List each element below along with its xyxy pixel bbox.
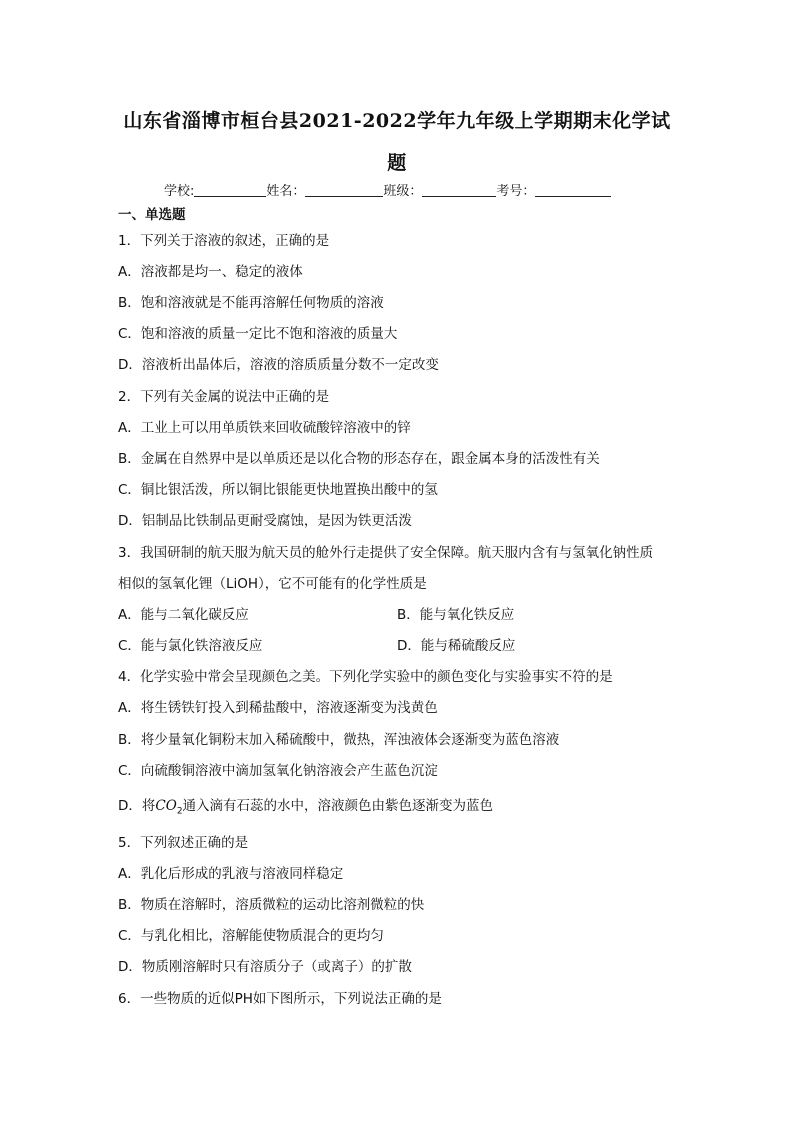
question-2-stem: 2．下列有关金属的说法中正确的是 [118, 389, 330, 405]
question-1-option-b: B．饱和溶液就是不能再溶解任何物质的溶液 [118, 295, 384, 311]
co2-formula: CO [155, 798, 177, 814]
question-5-option-b: B．物质在溶解时，溶质微粒的运动比溶剂微粒的快 [118, 897, 425, 913]
question-4-option-c: C．向硫酸铜溶液中滴加氢氧化钠溶液会产生蓝色沉淀 [118, 763, 438, 779]
name-label: 姓名： [266, 184, 306, 199]
section-heading: 一、单选题 [118, 207, 186, 223]
question-2-option-a: A．工业上可以用单质铁来回收硫酸锌溶液中的锌 [118, 420, 411, 436]
question-3-stem-line-2: 相似的氢氧化锂（LiOH），它不可能有的化学性质是 [118, 576, 427, 592]
question-4-option-b: B．将少量氧化铜粉末加入稀硫酸中，微热，浑浊液体会逐渐变为蓝色溶液 [118, 732, 560, 748]
question-5-option-a: A．乳化后形成的乳液与溶液同样稳定 [118, 866, 344, 882]
question-2-option-c: C．铜比银活泼，所以铜比银能更快地置换出酸中的氢 [118, 482, 438, 498]
class-label: 班级： [383, 184, 423, 199]
exam-number-label: 考号： [496, 184, 536, 199]
question-3-option-d: D．能与稀硫酸反应 [397, 638, 516, 654]
question-1-option-c: C．饱和溶液的质量一定比不饱和溶液的质量大 [118, 326, 398, 342]
question-5-stem: 5．下列叙述正确的是 [118, 835, 249, 851]
school-label: 学校: [164, 184, 195, 199]
question-2-option-b: B．金属在自然界中是以单质还是以化合物的形态存在，跟金属本身的活泼性有关 [118, 451, 600, 467]
document-title-line-1: 山东省淄博市桓台县2021-2022学年九年级上学期期末化学试 [123, 110, 671, 132]
question-2-option-d: D．铝制品比铁制品更耐受腐蚀，是因为铁更活泼 [118, 513, 412, 529]
question-4-option-d-prefix: D．将 [118, 798, 156, 814]
question-4-option-a: A．将生锈铁钉投入到稀盐酸中，溶液逐渐变为浅黄色 [118, 700, 438, 716]
question-5-option-d: D．物质刚溶解时只有溶质分子（或离子）的扩散 [118, 959, 412, 975]
question-3-option-c: C．能与氯化铁溶液反应 [118, 638, 263, 654]
question-4-stem: 4．化学实验中常会呈现颜色之美。下列化学实验中的颜色变化与实验事实不符的是 [118, 669, 613, 685]
class-blank [422, 182, 496, 197]
question-5-option-c: C．与乳化相比，溶解能使物质混合的更均匀 [118, 928, 384, 944]
student-info-row [164, 180, 611, 199]
question-3-option-b: B．能与氧化铁反应 [397, 607, 515, 623]
question-3-stem-line-1: 3．我国研制的航天服为航天员的舱外行走提供了安全保障。航天服内含有与氢氧化钠性质 [118, 545, 654, 561]
name-blank [305, 182, 383, 197]
question-1-stem: 1．下列关于溶液的叙述，正确的是 [118, 233, 330, 249]
question-4-option-d [118, 794, 493, 817]
school-blank [194, 182, 266, 197]
question-6-stem: 6．一些物质的近似PH如下图所示，下列说法正确的是 [118, 991, 442, 1007]
question-4-option-d-text: 通入滴有石蕊的水中，溶液颜色由紫色逐渐变为蓝色 [182, 798, 494, 814]
question-1-option-a: A．溶液都是均一、稳定的液体 [118, 264, 303, 280]
question-1-option-d: D．溶液析出晶体后，溶液的溶质质量分数不一定改变 [118, 357, 439, 373]
co2-subscript: 2 [176, 806, 183, 817]
question-3-option-a: A．能与二氧化碳反应 [118, 607, 249, 623]
document-title-line-2: 题 [387, 152, 407, 174]
exam-number-blank [535, 182, 611, 197]
